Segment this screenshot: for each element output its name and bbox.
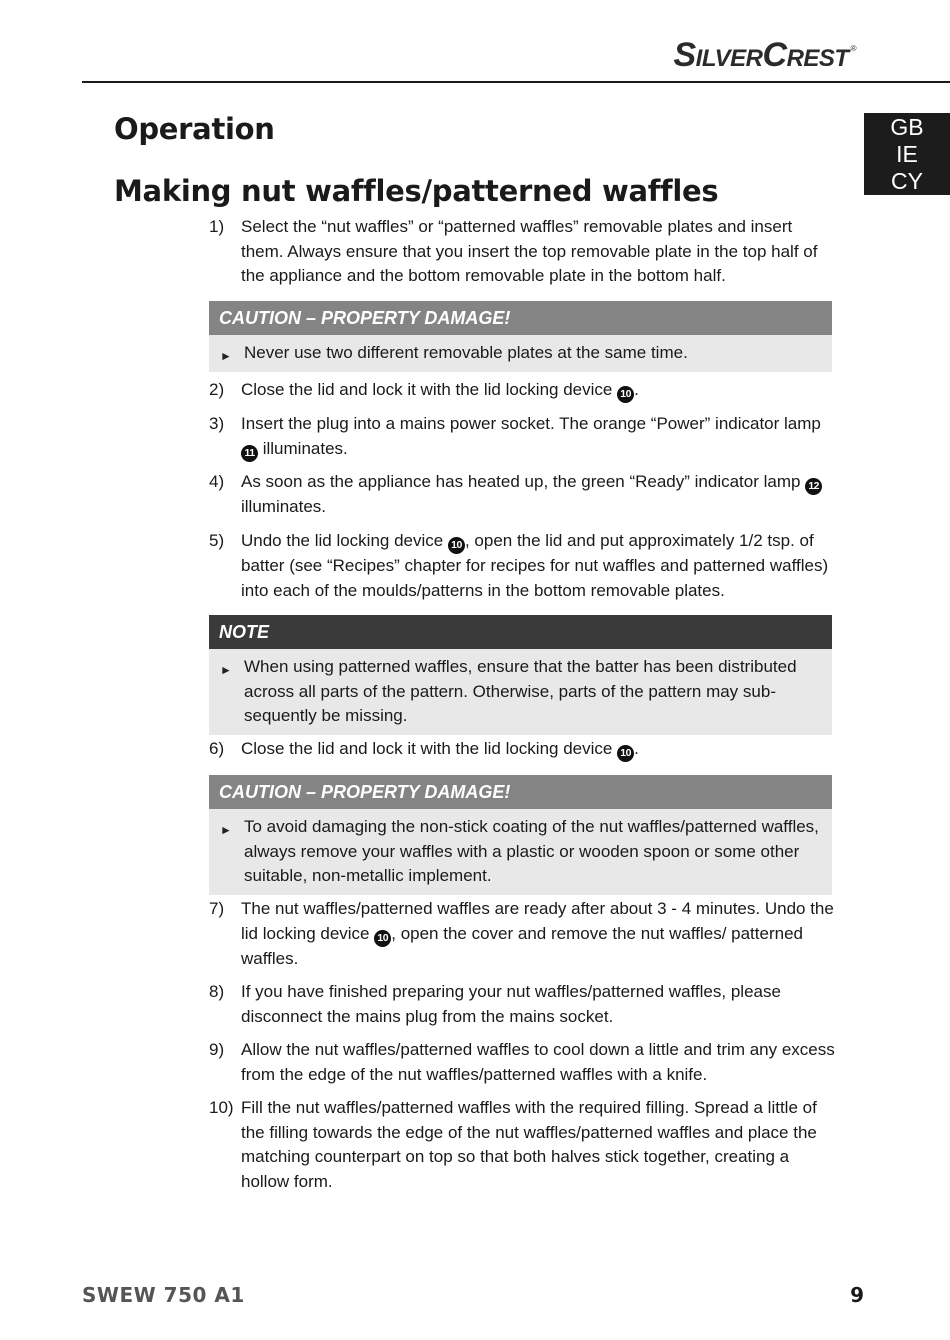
caution-text: Never use two different removable plates at the same time. — [244, 343, 688, 362]
step-number: 1) — [209, 217, 225, 236]
step-text: Fill the nut waffles/patterned waffles with the required filling. Spread a little of the filling towards the edge of the nut waffles/patterned waffles and place the matching counterpart on top so that both halves stick together, creating a hollow form. — [241, 1098, 817, 1191]
step-5 — [209, 529, 835, 603]
step-2 — [209, 378, 835, 403]
step-text: As soon as the appliance has heated up, the green “Ready” indicator lamp — [241, 472, 806, 491]
step-7 — [209, 897, 835, 971]
bullet-arrow-icon: ► — [220, 823, 232, 837]
section-title: Operation — [114, 112, 275, 146]
step-number: 2) — [209, 380, 225, 399]
caution-box — [209, 301, 832, 372]
step-text: . — [634, 739, 639, 758]
step-text: Undo the lid locking device — [241, 531, 448, 550]
step-text: , open the cover and remove the nut waffles/ patterned waffles. — [241, 923, 803, 968]
step-number: 4) — [209, 472, 225, 491]
part-reference-badge: 10 — [374, 930, 391, 947]
step-1 — [209, 215, 835, 289]
note-title: NOTE — [209, 615, 832, 649]
caution-text: To avoid damaging the non-stick coating of the nut waffles/patterned waffles, always remove your waffles with a plastic or wooden spoon or some other suitable, non-metallic implement. — [244, 817, 819, 885]
bullet-arrow-icon: ► — [220, 663, 232, 677]
step-number: 6) — [209, 739, 225, 758]
step-number: 5) — [209, 531, 225, 550]
step-text: Insert the plug into a mains power socket. The orange “Power” indicator lamp — [241, 414, 821, 433]
part-reference-badge: 12 — [805, 478, 822, 495]
part-reference-badge: 10 — [617, 745, 634, 762]
step-text: If you have finished preparing your nut waffles/patterned waffles, please disconnect the mains plug from the mains socket. — [241, 982, 781, 1026]
step-10 — [209, 1096, 835, 1194]
step-number: 9) — [209, 1040, 225, 1059]
step-number: 7) — [209, 899, 225, 918]
step-text: illuminates. — [258, 438, 348, 458]
step-text: The nut waffles/patterned waffles are ready after about 3 - 4 minutes. Undo the lid locking device — [241, 899, 834, 943]
language-code: GB — [890, 114, 924, 140]
note-box — [209, 615, 832, 735]
part-reference-badge: 11 — [241, 445, 258, 462]
step-number: 8) — [209, 982, 225, 1001]
note-text: When using patterned waffles, ensure that the batter has been distributed across all parts of the pattern. Otherwise, parts of the pattern may subsequently be missing. — [244, 657, 797, 725]
step-text: . — [634, 380, 639, 399]
step-9 — [209, 1038, 835, 1087]
caution-box — [209, 775, 832, 895]
page-number: 9 — [850, 1283, 864, 1307]
step-8 — [209, 980, 835, 1029]
language-code: IE — [896, 141, 918, 167]
caution-title: CAUTION – PROPERTY DAMAGE! — [209, 775, 832, 809]
model-number: SWEW 750 A1 — [82, 1283, 245, 1307]
language-tab — [864, 113, 950, 195]
caution-title: CAUTION – PROPERTY DAMAGE! — [209, 301, 832, 335]
step-text: Close the lid and lock it with the lid locking device — [241, 739, 618, 758]
step-text: Allow the nut waffles/patterned waffles to cool down a little and trim any excess from the edge of the nut waffles/patterned waffles with a knife. — [241, 1040, 835, 1084]
step-4 — [209, 470, 835, 520]
step-text: Select the “nut waffles” or “patterned waffles” removable plates and insert them. Always ensure that you insert the top removable plate in the top half of the appliance and the bottom removable plate in the bottom half. — [241, 217, 818, 285]
step-number: 3) — [209, 414, 225, 433]
language-code: CY — [891, 168, 923, 194]
subsection-title: Making nut waffles/patterned waffles — [114, 174, 719, 208]
silvercrest-logo: SILVERCREST ® — [673, 36, 856, 74]
step-text: , open the lid and put approximately 1/2 tsp. of batter (see “Recipes” chapter for recipes for nut waffles and patterned waffles) into each of the moulds/patterns in the bottom removable plates. — [241, 531, 829, 600]
part-reference-badge: 10 — [448, 537, 465, 554]
part-reference-badge: 10 — [617, 386, 634, 403]
bullet-arrow-icon: ► — [220, 349, 232, 363]
step-text: Close the lid and lock it with the lid locking device — [241, 380, 618, 399]
step-number: 10) — [209, 1098, 234, 1117]
header-divider — [82, 81, 950, 83]
step-6 — [209, 737, 835, 762]
step-3 — [209, 412, 835, 462]
step-text: illuminates. — [241, 497, 327, 516]
